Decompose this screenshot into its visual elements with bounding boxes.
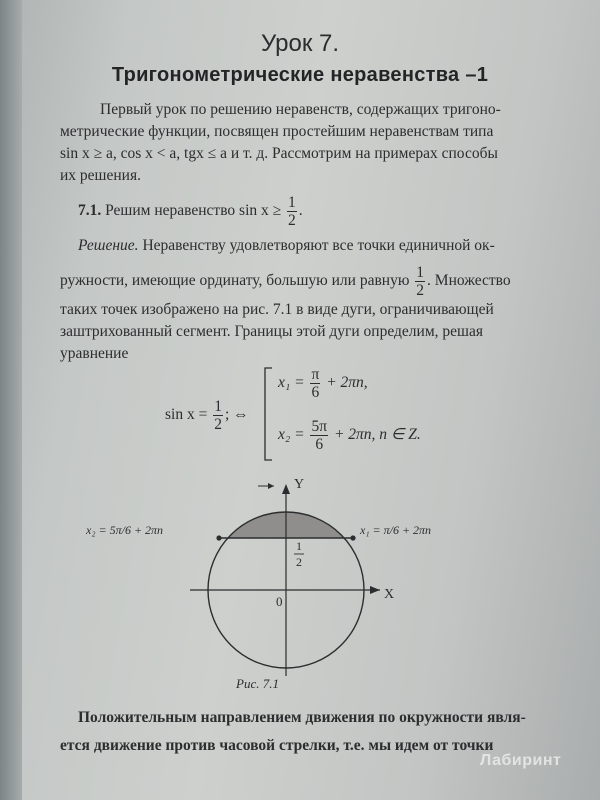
intro-line-4: их решения. <box>60 167 141 184</box>
intro-line-3: sin x ≥ a, cos x < a, tgx ≤ a и т. д. Рассмотрим на примерах способы <box>60 145 498 162</box>
equation-x1-den: 6 <box>311 384 320 401</box>
equation-x2-num: 5π <box>311 418 328 435</box>
equation-x1-num: π <box>311 366 320 383</box>
example-period: . <box>298 202 303 220</box>
equation-lhs-num: 1 <box>214 398 222 415</box>
system-bracket <box>262 366 274 462</box>
lesson-title: Тригонометрические неравенства –1 <box>111 64 489 86</box>
solution-line-5: уравнение <box>60 345 129 362</box>
solution-frac-den: 2 <box>416 282 425 299</box>
equation-x1 <box>278 366 368 401</box>
footer-line-2: ется движение против часовой стрелки, т.е. мы идем от точки <box>60 737 494 754</box>
example-frac-num: 1 <box>288 194 296 211</box>
watermark-logo: Лабиринт <box>480 752 562 769</box>
solution-frac-num: 1 <box>416 264 425 281</box>
equation-x1-fraction <box>310 366 320 401</box>
figure-caption: Рис. 7.1 <box>236 676 279 691</box>
solution-line-3: таких точек изображено на рис. 7.1 в виде дуги, ограничивающей <box>60 301 494 318</box>
y-axis-label: Y <box>294 477 305 492</box>
equation-lhs <box>165 398 249 433</box>
footer-line-1: Положительным направлением движения по окружности явля- <box>78 709 526 726</box>
example-number: 7.1. <box>78 202 102 220</box>
origin-label: 0 <box>276 594 283 609</box>
x-axis-arrow <box>370 586 380 594</box>
solution-fraction <box>415 264 425 299</box>
left-point-label: x₂ = 5π/6 + 2πn <box>86 523 164 537</box>
equation-x1-lhs: x₁ = <box>278 374 305 392</box>
rotation-arrow-icon <box>268 483 274 489</box>
equation-x2-den: 6 <box>315 436 324 453</box>
equation-x2 <box>278 418 421 453</box>
solution-line-1 <box>78 236 495 256</box>
equation-arrow: ; ⇔ <box>224 406 249 424</box>
example-7-1 <box>78 194 303 229</box>
y-axis-arrow <box>282 484 290 494</box>
right-point-label: x₁ = π/6 + 2πn <box>360 523 432 537</box>
solution-line-2 <box>60 264 511 299</box>
example-frac-den: 2 <box>288 212 296 229</box>
intro-line-2: метрические функции, посвящен простейшим неравенствам типа <box>60 123 494 140</box>
solution-line-4: заштрихованный сегмент. Границы этой дуги определим, решая <box>60 323 483 340</box>
equation-lhs-text: sin x = <box>165 406 208 424</box>
unit-circle-figure <box>0 470 600 676</box>
example-fraction <box>287 194 297 229</box>
solution-line-2-text: ружности, имеющие ординату, большую или равную <box>60 272 410 290</box>
page-left-edge <box>0 0 22 800</box>
example-text: Решим неравенство sin x ≥ <box>105 202 282 220</box>
half-den: 2 <box>296 555 302 569</box>
solution-line-1-text: Неравенству удовлетворяют все точки единичной ок- <box>142 237 495 254</box>
solution-label: Решение. <box>78 237 139 254</box>
equation-x2-fraction <box>310 418 328 453</box>
x-axis-label: X <box>384 587 395 602</box>
half-num: 1 <box>296 539 302 553</box>
solution-line-2-end: . Множество <box>427 272 511 290</box>
equation-x1-rest: + 2πn, <box>326 374 368 392</box>
intro-line-1: Первый урок по решению неравенств, содержащих тригоно- <box>100 101 501 118</box>
lesson-heading: Урок 7. <box>260 30 340 57</box>
equation-x2-rest: + 2πn, n ∈ Z. <box>333 426 421 444</box>
equation-x2-lhs: x₂ = <box>278 426 305 444</box>
equation-lhs-fraction <box>213 398 223 433</box>
right-point-dot <box>350 535 355 540</box>
left-point-dot <box>216 535 221 540</box>
equation-lhs-den: 2 <box>214 416 222 433</box>
